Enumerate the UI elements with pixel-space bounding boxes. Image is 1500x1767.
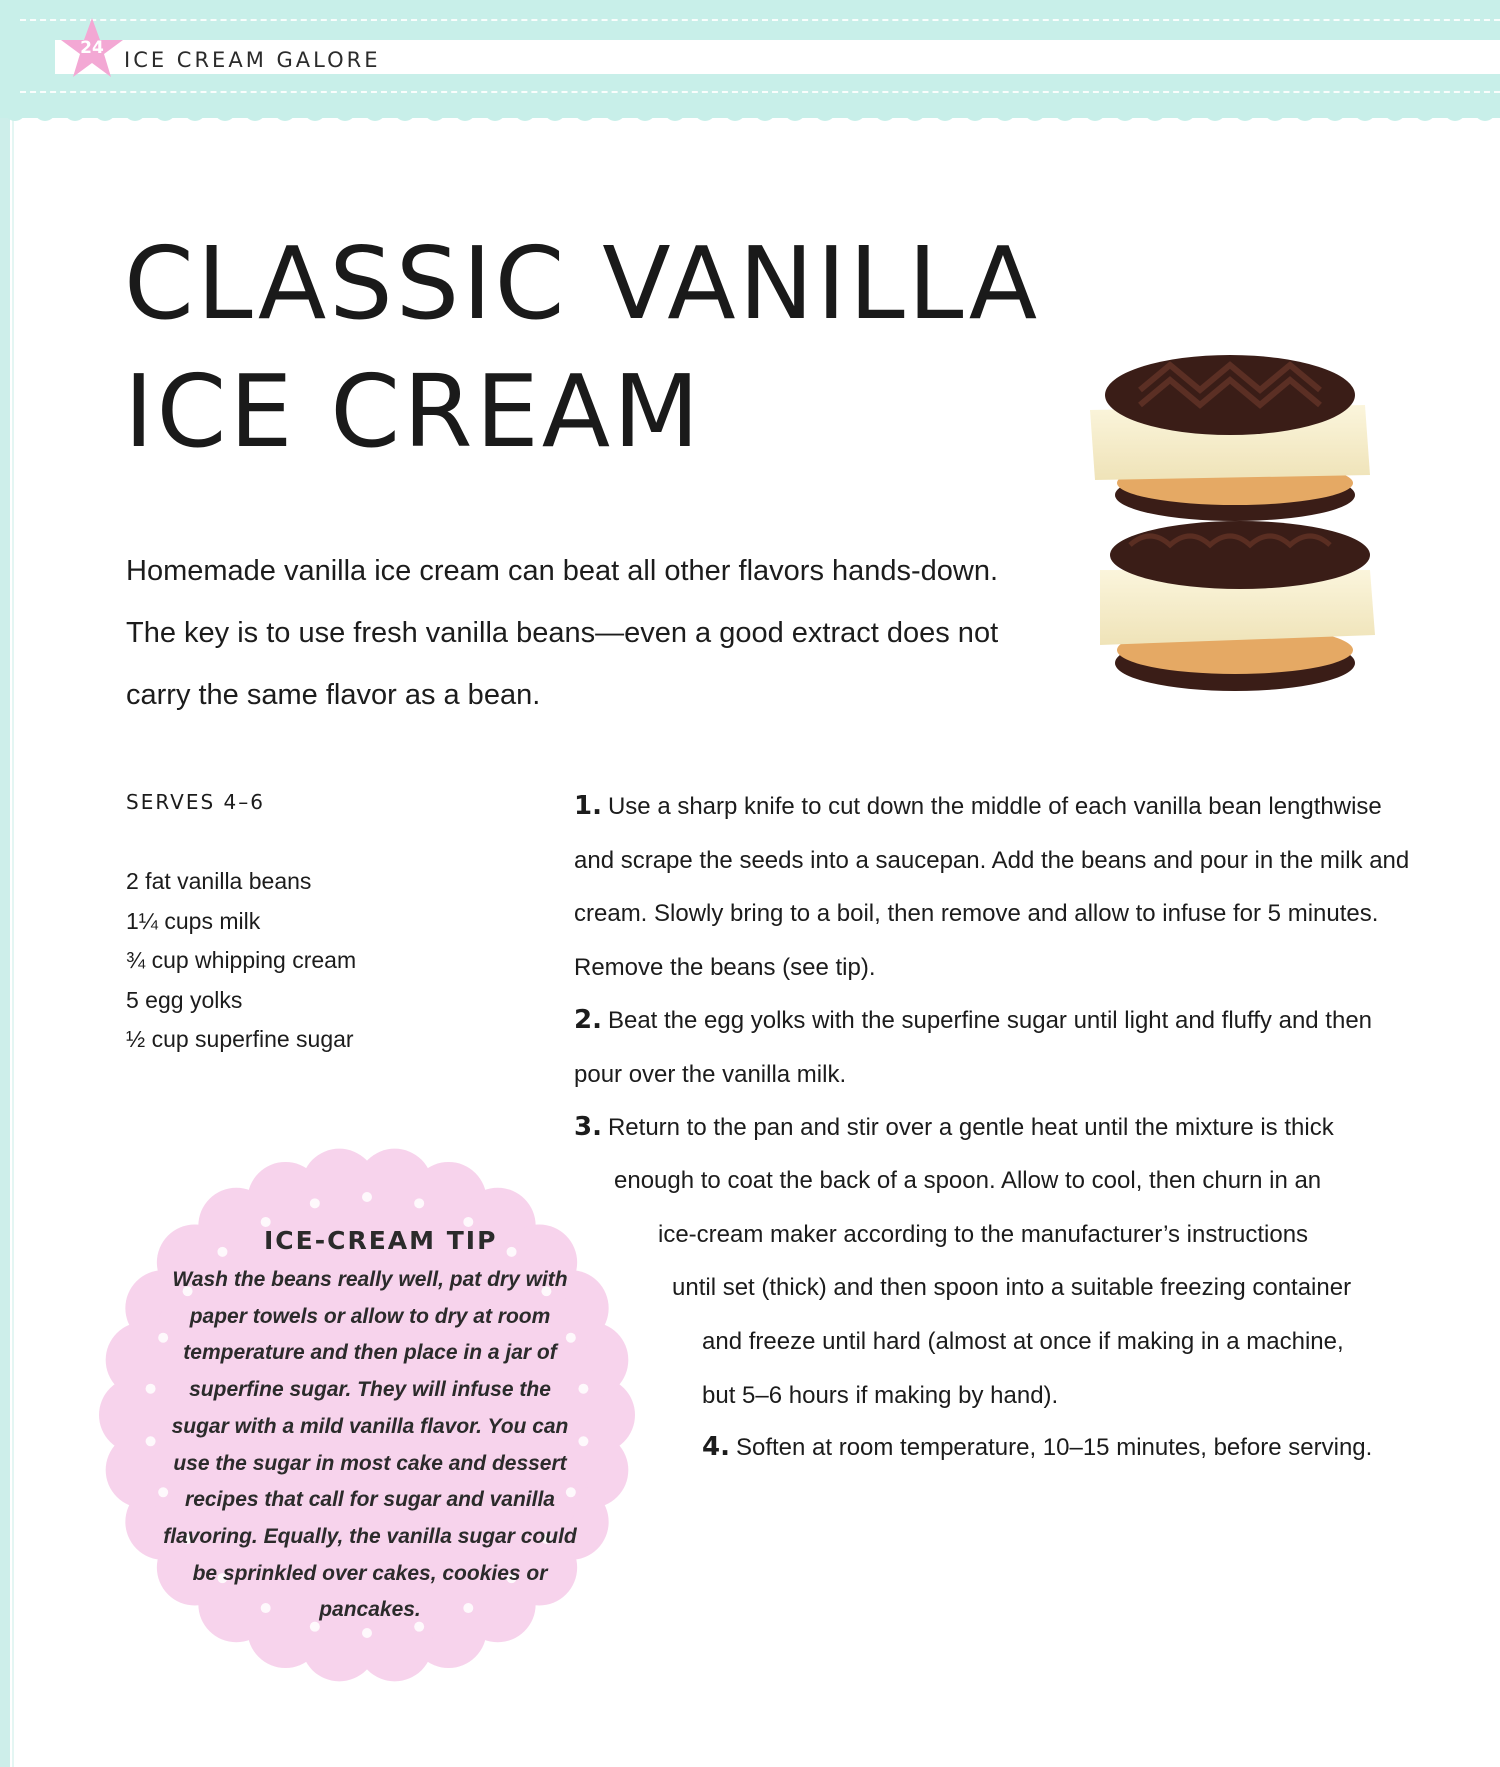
step-number: 1.	[574, 791, 602, 821]
step-3-line: ice-cream maker according to the manufacturer’s instructions	[658, 1221, 1309, 1248]
recipe-title	[124, 220, 1040, 476]
tip-text: Wash the beans really well, pat dry with paper towels or allow to dry at room temperature and then place in a jar of superfine sugar. They will infuse the sugar with a mild vanilla flavor. You can use the sugar in most cake and dessert recipes that call for sugar and vanilla flavoring. Equally, the vanilla sugar could be sprinkled over cakes, cookies or pancakes.	[163, 1268, 577, 1622]
ingredient-item: 5 egg yolks	[126, 986, 243, 1013]
method-step-1	[574, 780, 1424, 994]
step-3-line: and freeze until hard (almost at once if making in a machine,	[702, 1328, 1344, 1355]
serves-label: SERVES 4–6	[126, 790, 265, 814]
page-number: 24	[80, 38, 104, 58]
ingredient-item: ½ cup superfine sugar	[126, 1026, 354, 1052]
recipe-title-line-2: ICE CREAM	[124, 353, 703, 470]
ingredient-item: 2 fat vanilla beans	[126, 868, 312, 894]
ice-cream-sandwich-photo	[1070, 345, 1400, 705]
step-3-line: until set (thick) and then spoon into a suitable freezing container	[672, 1274, 1352, 1301]
step-number: 3.	[574, 1112, 602, 1142]
header-stitch-top	[20, 19, 1500, 21]
header-stitch-bottom	[20, 91, 1500, 93]
ingredient-item: ¾ cup whipping cream	[126, 947, 357, 973]
step-text: Beat the egg yolks with the superfine sugar until light and fluffy and then pour over the vanilla milk.	[574, 1007, 1373, 1088]
method-step-4	[702, 1421, 1482, 1475]
method-step-2	[574, 994, 1424, 1101]
step-number: 2.	[574, 1005, 602, 1035]
left-margin-stripe-inner	[12, 0, 14, 1767]
ingredient-item: 1¼ cups milk	[126, 907, 261, 934]
step-3-line: but 5–6 hours if making by hand).	[702, 1382, 1059, 1409]
header-scallop-edge	[0, 110, 1500, 130]
step-3-line: enough to coat the back of a spoon. Allow to cool, then churn in an	[614, 1167, 1322, 1194]
step-text: Return to the pan and stir over a gentle heat until the mixture is thick	[607, 1114, 1334, 1141]
running-head: ICE CREAM GALORE	[124, 48, 381, 72]
step-text: Use a sharp knife to cut down the middle of each vanilla bean lengthwise and scrape the seeds into a saucepan. Add the beans and pour in the milk and cream. Slowly bring to a boil, then remove and allow to infuse for 5 minutes. Remove the beans (see tip).	[574, 793, 1410, 981]
step-text: Soften at room temperature, 10–15 minutes, before serving.	[735, 1434, 1373, 1461]
recipe-title-line-1: CLASSIC VANILLA	[124, 225, 1041, 342]
tip-title: ICE-CREAM TIP	[264, 1226, 498, 1255]
step-number: 4.	[702, 1432, 730, 1462]
left-margin-stripe	[0, 0, 10, 1767]
ingredient-list	[126, 862, 356, 1060]
recipe-intro: Homemade vanilla ice cream can beat all other flavors hands-down. The key is to use fresh vanilla beans—even a good extract does not carry the same flavor as a bean.	[126, 555, 999, 711]
method-step-3	[574, 1101, 1474, 1155]
